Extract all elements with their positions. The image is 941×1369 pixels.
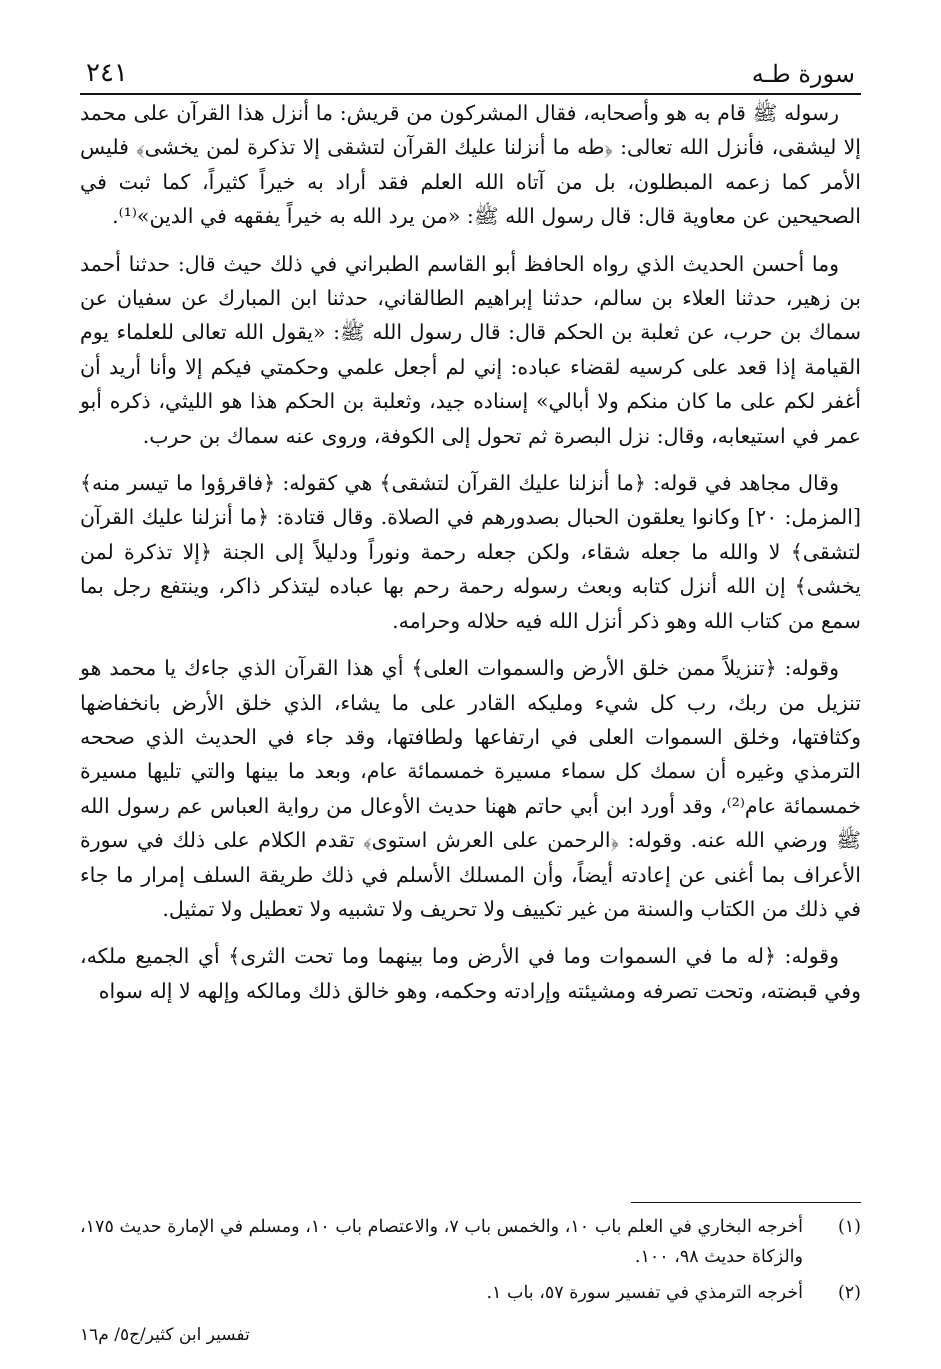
- paragraph: وقوله: ﴿له ما في السموات وما في الأرض وما بينهما وما تحت الثرى﴾ أي الجميع ملكه، وفي قبضته، وتحت تصرفه ومشيئته وإرادته وحكمه، وهو خالق ذلك ومالكه وإلهه لا إله سواه: [80, 944, 861, 1003]
- page-number: ٢٤١: [86, 58, 128, 88]
- main-text: [80, 96, 861, 1021]
- footnote: [80, 1278, 861, 1308]
- paragraph: وقوله: ﴿تنزيلاً ممن خلق الأرض والسموات العلى﴾ أي هذا القرآن الذي جاءك يا محمد هو تنزيل من ربك، رب كل شيء ومليكه القادر على ما يشاء، الذي خلق الأرض بانخفاضها وكثافتها، وخلق السموات العلى في ارتفاعها ولطافتها، وقد جاء في الحديث الذي صححه الترمذي وغيره أن سمك كل سماء مسيرة خمسمائة عام، وبعد ما بينها والتي تليها مسيرة خمسمائة عام⁽²⁾، وقد أورد ابن أبي حاتم ههنا حديث الأوعال من رواية العباس عم رسول الله ﷺ ورضي الله عنه. وقوله: ﴿الرحمن على العرش استوى﴾ تقدم الكلام على ذلك في سورة الأعراف بما أغنى عن إعادته أيضاً، وأن المسلك الأسلم في ذلك طريقة السلف إمرار ما جاء في ذلك من الكتاب والسنة من غير تكييف ولا تحريف ولا تشبيه ولا تعطيل ولا تمثيل.: [80, 656, 861, 921]
- footnote-marker: (١): [837, 1217, 861, 1237]
- footnotes: [80, 1212, 861, 1314]
- paragraph: رسوله ﷺ قام به هو وأصحابه، فقال المشركون من قريش: ما أنزل هذا القرآن على محمد إلا ليشقى، فأنزل الله تعالى: ﴿طه ما أنزلنا عليك القرآن لتشقى إلا تذكرة لمن يخشى﴾ فليس الأمر كما زعمه المبطلون، بل من آتاه الله العلم فقد أراد به خيراً كثيراً، كما ثبت في الصحيحين عن معاوية قال: قال رسول الله ﷺ: «من يرد الله به خيراً يفقهه في الدين»⁽¹⁾.: [80, 101, 861, 229]
- footnote-text: أخرجه البخاري في العلم باب ١٠، والخمس باب ٧، والاعتصام باب ١٠، ومسلم في الإمارة حديث ١٧٥، والزكاة حديث ٩٨، ١٠٠.: [80, 1217, 803, 1267]
- signature-mark: تفسير ابن كثير/ج٥/ م١٦: [80, 1325, 250, 1345]
- paragraph: وقال مجاهد في قوله: ﴿ما أنزلنا عليك القرآن لتشقى﴾ هي كقوله: ﴿فاقرؤوا ما تيسر منه﴾[المزمل: ٢٠] وكانوا يعلقون الحبال بصدورهم في الصلاة. وقال قتادة: ﴿ما أنزلنا عليك القرآن لتشقى﴾ لا والله ما جعله شقاء، ولكن جعله رحمة ونوراً ودليلاً إلى الجنة ﴿إلا تذكرة لمن يخشى﴾ إن الله أنزل كتابه وبعث رسوله رحمة رحم بها عباده ليتذكر ذاكر، وينتفع رجل بما سمع من كتاب الله وهو ذكر أنزل الله فيه حلاله وحرامه.: [80, 471, 861, 633]
- footnote-marker: (٢): [837, 1283, 861, 1303]
- footnote-divider: [631, 1202, 861, 1203]
- surah-title: سورة طـه: [751, 60, 855, 88]
- paragraph: وما أحسن الحديث الذي رواه الحافظ أبو القاسم الطبراني في ذلك حيث قال: حدثنا أحمد بن زهير، حدثنا العلاء بن سالم، حدثنا إبراهيم الطالقاني، حدثنا ابن المبارك عن سفيان عن سماك بن حرب، عن ثعلبة بن الحكم قال: قال رسول الله ﷺ: «يقول الله تعالى للعلماء يوم القيامة إذا قعد على كرسيه لقضاء عباده: إني لم أجعل علمي وحكمتي فيكم إلا وأنا أريد أن أغفر لكم على ما كان منكم ولا أبالي» إسناده جيد، وثعلبة بن الحكم هذا هو الليثي، ذكره أبو عمر في استيعابه، وقال: نزل البصرة ثم تحول إلى الكوفة، وروى عنه سماك بن حرب.: [80, 251, 861, 448]
- footnote-text: أخرجه الترمذي في تفسير سورة ٥٧، باب ١.: [486, 1283, 803, 1303]
- footnote: [80, 1212, 861, 1272]
- page-header: [80, 55, 861, 95]
